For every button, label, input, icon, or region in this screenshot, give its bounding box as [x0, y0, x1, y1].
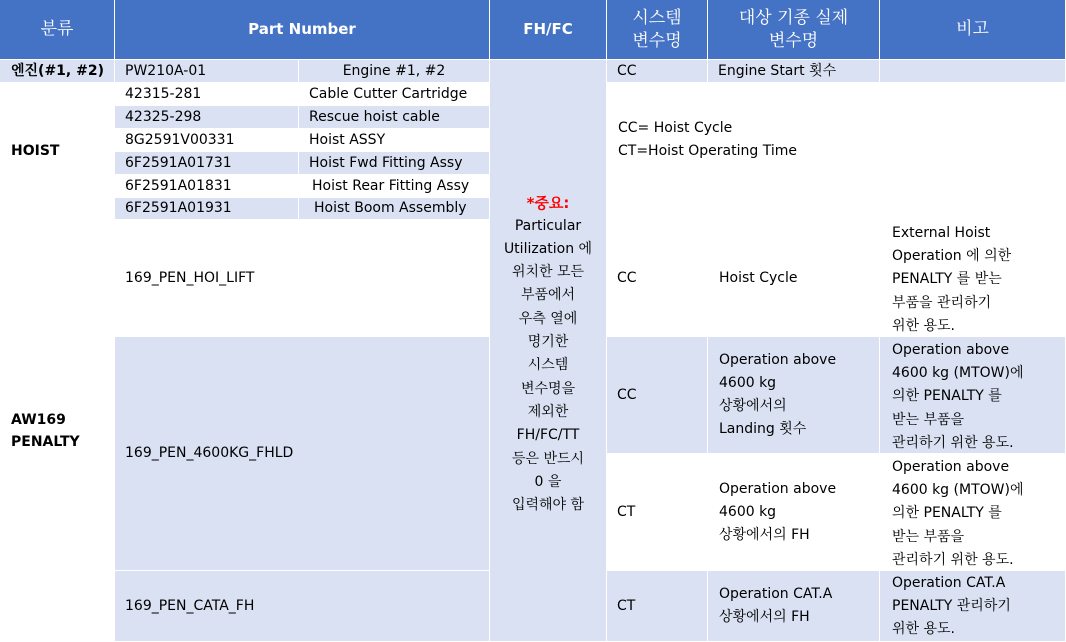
penalty-hoi-lift-part-number: 169_PEN_HOI_LIFT: [115, 220, 490, 337]
note-line: 등은 반드시: [511, 450, 585, 467]
note-line: 0 을: [534, 473, 562, 490]
actual-line: Landing 횟수: [719, 421, 807, 437]
hoist-system-variable: [607, 83, 880, 220]
engine-system-variable: CC: [607, 60, 708, 83]
penalty-cata-actual-variable: [708, 571, 880, 642]
hoist-row-3-part-name: Hoist ASSY: [299, 129, 490, 152]
note-line: 4600 kg (MTOW)에: [892, 365, 1024, 382]
note-line: Operation above: [892, 342, 1010, 358]
important-label: *중요:: [526, 193, 570, 212]
penalty-category: [0, 220, 115, 642]
header-part-number: Part Number: [115, 0, 490, 60]
note-line: 의한 PENALTY 를: [892, 388, 1002, 405]
hoist-row-1-part-name: Cable Cutter Cartridge: [299, 83, 490, 106]
actual-line: 상황에서의: [719, 398, 787, 414]
hoist-category: HOIST: [0, 83, 115, 220]
actual-line: 상황에서의 FH: [719, 609, 810, 625]
note-line: 받는 부품을: [892, 528, 965, 545]
note-line: 시스템: [527, 357, 569, 374]
actual-line: Operation above: [719, 480, 837, 497]
note-line: 위치한 모든: [511, 264, 585, 281]
actual-line: 4600 kg: [719, 503, 777, 520]
penalty-4600kg-part-number: 169_PEN_4600KG_FHLD: [115, 337, 490, 571]
penalty-4600kg-cc-note: [880, 337, 1066, 454]
header-note: 비고: [880, 0, 1066, 60]
engine-note: [880, 60, 1066, 83]
note-line: 관리하기 위한 용도.: [892, 434, 1014, 451]
penalty-cata-part-number: 169_PEN_CATA_FH: [115, 571, 490, 642]
header-system-variable-line2: 변수명: [632, 30, 682, 51]
penalty-category-line2: PENALTY: [11, 433, 80, 450]
hoist-row-6-part-name: Hoist Boom Assembly: [299, 198, 490, 220]
hoist-row-2-part-name: Rescue hoist cable: [299, 106, 490, 129]
note-line: Particular: [514, 217, 582, 234]
actual-line: Hoist Cycle: [719, 269, 798, 286]
note-line: 부품에서: [520, 287, 576, 304]
note-line: 관리하기 위한 용도.: [892, 551, 1014, 568]
note-line: 받는 부품을: [892, 411, 965, 428]
header-category: 분류: [0, 0, 115, 60]
note-line: PENALTY 관리하기: [892, 598, 1011, 615]
note-line: FH/FC/TT: [516, 427, 580, 444]
penalty-4600kg-cc-system-variable: CC: [607, 337, 708, 454]
hoist-row-1-part-number: 42315-281: [115, 83, 299, 106]
penalty-hoi-lift-actual-variable: [708, 220, 880, 337]
actual-line: Operation CAT.A: [719, 586, 833, 602]
hoist-row-4-part-name: Hoist Fwd Fitting Assy: [299, 152, 490, 175]
note-line: Utilization 에: [503, 240, 593, 257]
note-line: Operation CAT.A: [892, 575, 1006, 591]
penalty-cata-note: [880, 571, 1066, 642]
actual-line: 4600 kg: [719, 375, 777, 391]
note-line: 위한 용도.: [892, 621, 955, 638]
penalty-hoi-lift-system-variable: CC: [607, 220, 708, 337]
header-system-variable: [607, 0, 708, 60]
hoist-row-2-part-number: 42325-298: [115, 106, 299, 129]
header-fhfc: FH/FC: [490, 0, 607, 60]
header-actual-variable-line2: 변수명: [768, 30, 819, 51]
note-line: 의한 PENALTY 를: [892, 505, 1002, 522]
engine-actual-variable: Engine Start 횟수: [708, 60, 880, 83]
note-line: 명기한: [527, 334, 569, 351]
header-actual-variable: [708, 0, 880, 60]
note-line: 변수명을: [520, 380, 576, 397]
hoist-row-6-part-number: 6F2591A01931: [115, 198, 299, 220]
note-line: Operation 에 의한: [892, 248, 1012, 265]
penalty-cata-system-variable: CT: [607, 571, 708, 642]
note-line: 제외한: [527, 403, 569, 420]
penalty-4600kg-ct-actual-variable: [708, 454, 880, 571]
note-line: Operation above: [892, 459, 1010, 475]
penalty-4600kg-ct-note: [880, 454, 1066, 571]
hoist-system-variable-line2: CT=Hoist Operating Time: [618, 143, 797, 159]
engine-part-name: Engine #1, #2: [299, 60, 490, 83]
hoist-note: [880, 83, 1066, 220]
penalty-hoi-lift-note: [880, 220, 1066, 337]
note-line: 입력해야 함: [511, 497, 585, 514]
hoist-row-4-part-number: 6F2591A01731: [115, 152, 299, 175]
penalty-4600kg-ct-system-variable: CT: [607, 454, 708, 571]
note-line: 위한 용도.: [892, 317, 955, 334]
penalty-category-line1: AW169: [11, 411, 66, 428]
hoist-row-5-part-name: Hoist Rear Fitting Assy: [299, 175, 490, 198]
engine-part-number: PW210A-01: [115, 60, 299, 83]
note-line: 4600 kg (MTOW)에: [892, 482, 1024, 499]
penalty-4600kg-cc-actual-variable: [708, 337, 880, 454]
header-system-variable-line1: 시스템: [632, 7, 682, 28]
hoist-system-variable-line1: CC= Hoist Cycle: [618, 120, 733, 136]
engine-category: 엔진(#1, #2): [0, 60, 115, 83]
actual-line: 상황에서의 FH: [719, 526, 810, 543]
header-actual-variable-line1: 대상 기종 실제: [738, 7, 849, 28]
fhfc-important-note: [490, 60, 607, 642]
note-line: External Hoist: [892, 225, 991, 241]
note-line: PENALTY 를 받는: [892, 271, 1002, 288]
actual-line: Operation above: [719, 352, 837, 368]
hoist-row-3-part-number: 8G2591V00331: [115, 129, 299, 152]
note-line: 우측 열에: [518, 310, 578, 327]
note-line: 부품을 관리하기: [892, 294, 992, 311]
hoist-row-5-part-number: 6F2591A01831: [115, 175, 299, 198]
